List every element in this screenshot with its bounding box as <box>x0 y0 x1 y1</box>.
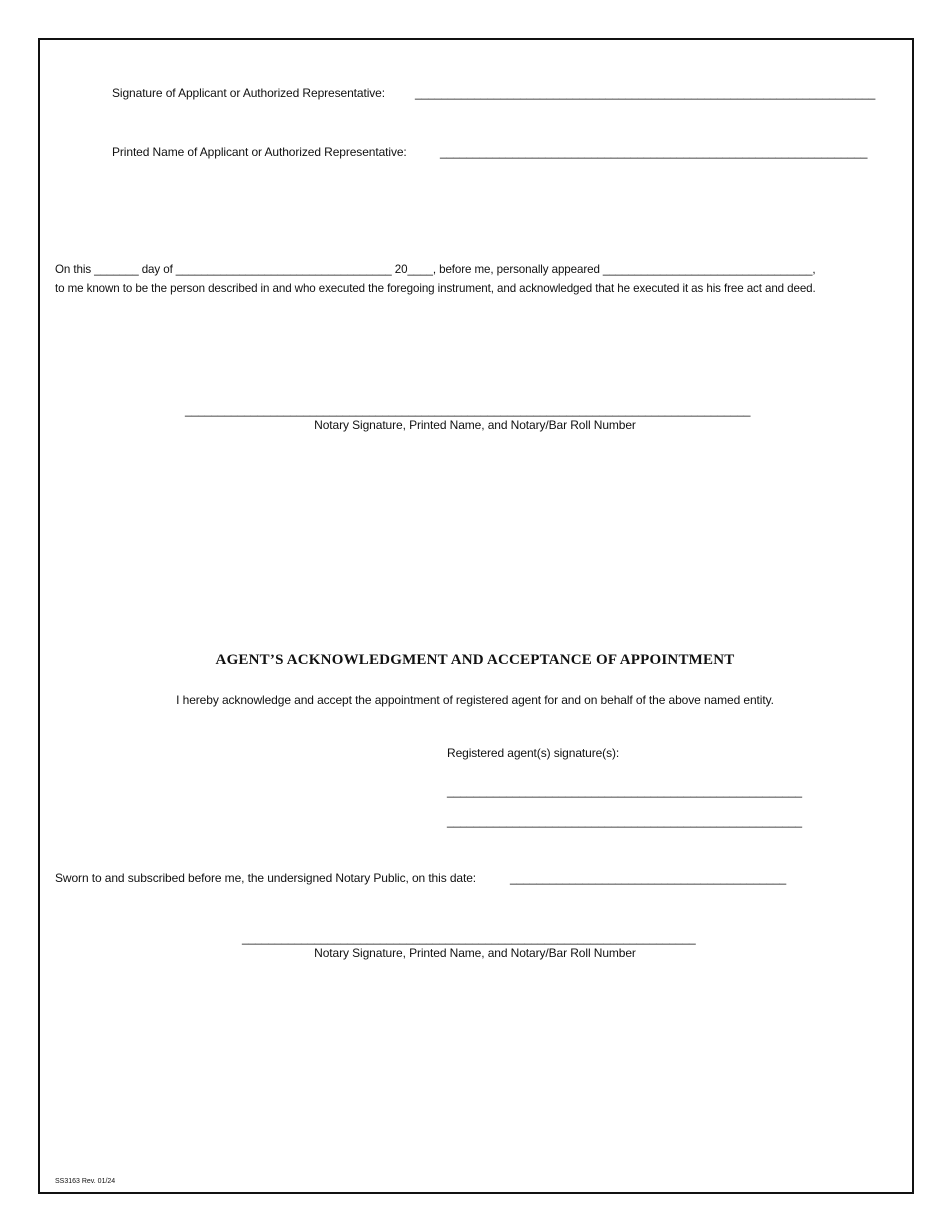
agent-section-heading: AGENT’S ACKNOWLEDGMENT AND ACCEPTANCE OF APPOINTMENT <box>215 652 735 668</box>
sworn-notary-signature-field[interactable]: _____________________________________________________________________ <box>242 931 696 945</box>
notary-ack-line-2: to me known to be the person described in and who executed the foregoing instrument, and acknowledged that he executed it as his free act and deed. <box>55 282 816 295</box>
agent-signatures-label: Registered agent(s) signature(s): <box>447 746 620 760</box>
form-code: SS3163 Rev. 01/24 <box>55 1178 116 1185</box>
sworn-statement: Sworn to and subscribed before me, the undersigned Notary Public, on this date: <box>55 871 477 885</box>
notary-signature-caption: Notary Signature, Printed Name, and Notary/Bar Roll Number <box>314 418 636 432</box>
applicant-printed-name-field[interactable]: _________________________________________________________________ <box>440 145 868 159</box>
page-border <box>38 38 914 1194</box>
applicant-signature-field[interactable]: ______________________________________________________________________ <box>415 86 876 100</box>
agent-signature-field-2[interactable]: ______________________________________________________ <box>447 814 802 828</box>
notary-signature-field[interactable]: ______________________________________________________________________________________ <box>185 403 751 417</box>
applicant-signature-label: Signature of Applicant or Authorized Representative: <box>112 86 385 100</box>
agent-signature-field-1[interactable]: ______________________________________________________ <box>447 784 802 798</box>
sworn-date-field[interactable]: __________________________________________ <box>510 871 787 885</box>
applicant-printed-name-label: Printed Name of Applicant or Authorized Representative: <box>112 145 407 159</box>
notary-ack-line-1: On this _______ day of __________________________________ 20____, before me, personally appeared _________________________________, <box>55 263 816 276</box>
agent-statement: I hereby acknowledge and accept the appointment of registered agent for and on behalf of the above named entity. <box>176 693 774 707</box>
sworn-notary-signature-caption: Notary Signature, Printed Name, and Notary/Bar Roll Number <box>314 946 636 960</box>
